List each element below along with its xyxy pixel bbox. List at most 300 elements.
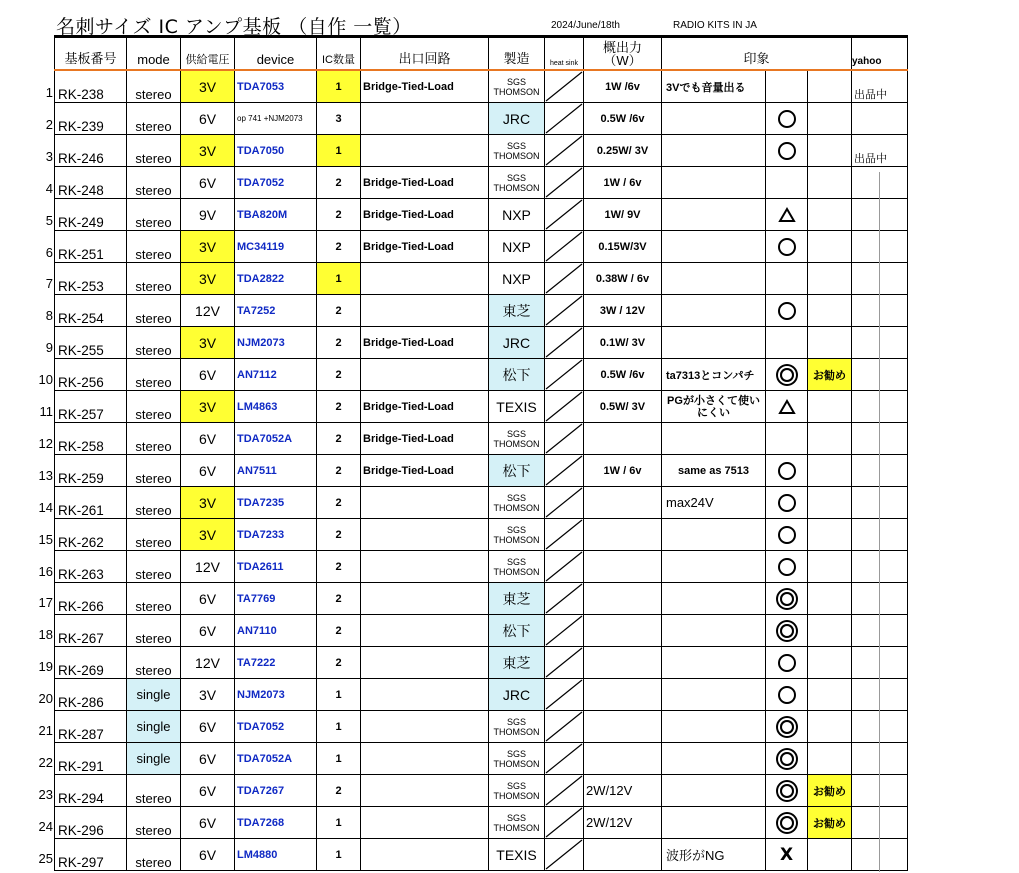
- cell-manufacturer[interactable]: NXP: [489, 263, 545, 295]
- cell-power[interactable]: [584, 711, 662, 743]
- cell-device[interactable]: TA7252: [235, 295, 317, 327]
- cell-ic-count[interactable]: 1: [317, 807, 361, 839]
- cell-device[interactable]: TDA7268: [235, 807, 317, 839]
- cell-ic-count[interactable]: 3: [317, 103, 361, 135]
- cell-impression[interactable]: [662, 679, 766, 711]
- cell-code[interactable]: RK-256: [55, 359, 127, 391]
- cell-voltage[interactable]: 3V: [181, 487, 235, 519]
- cell-ic-count[interactable]: 1: [317, 263, 361, 295]
- cell-impression[interactable]: [662, 263, 766, 295]
- cell-mode[interactable]: stereo: [127, 423, 181, 455]
- cell-power[interactable]: [584, 615, 662, 647]
- cell-impression[interactable]: [662, 199, 766, 231]
- cell-ic-count[interactable]: 2: [317, 295, 361, 327]
- cell-recommend[interactable]: [808, 679, 852, 711]
- cell-device[interactable]: NJM2073: [235, 327, 317, 359]
- cell-output-circuit[interactable]: [361, 743, 489, 775]
- cell-power[interactable]: 1W/ 9V: [584, 199, 662, 231]
- cell-mode[interactable]: single: [127, 711, 181, 743]
- cell-voltage[interactable]: 3V: [181, 327, 235, 359]
- cell-recommend[interactable]: [808, 615, 852, 647]
- cell-power[interactable]: 0.15W/3V: [584, 231, 662, 263]
- cell-ic-count[interactable]: 1: [317, 679, 361, 711]
- cell-status[interactable]: [852, 103, 908, 135]
- cell-rating[interactable]: [766, 487, 808, 519]
- cell-output-circuit[interactable]: Bridge-Tied-Load: [361, 199, 489, 231]
- cell-manufacturer[interactable]: [489, 519, 545, 551]
- cell-impression[interactable]: [662, 423, 766, 455]
- cell-heatsink[interactable]: [545, 327, 584, 359]
- cell-impression[interactable]: PGが小さくて使いにくい: [662, 391, 766, 423]
- cell-rating[interactable]: [766, 295, 808, 327]
- cell-code[interactable]: RK-255: [55, 327, 127, 359]
- cell-power[interactable]: 2W/12V: [584, 775, 662, 807]
- cell-rating[interactable]: [766, 615, 808, 647]
- cell-heatsink[interactable]: [545, 359, 584, 391]
- cell-output-circuit[interactable]: [361, 807, 489, 839]
- cell-rating[interactable]: [766, 70, 808, 103]
- cell-rating[interactable]: [766, 711, 808, 743]
- cell-recommend[interactable]: [808, 167, 852, 199]
- cell-power[interactable]: [584, 679, 662, 711]
- cell-device[interactable]: TBA820M: [235, 199, 317, 231]
- cell-mode[interactable]: single: [127, 743, 181, 775]
- cell-power[interactable]: 0.38W / 6v: [584, 263, 662, 295]
- cell-impression[interactable]: [662, 647, 766, 679]
- header-volt[interactable]: 供給電圧: [181, 38, 235, 71]
- cell-mode[interactable]: stereo: [127, 487, 181, 519]
- cell-voltage[interactable]: 3V: [181, 391, 235, 423]
- cell-device[interactable]: MC34119: [235, 231, 317, 263]
- cell-mode[interactable]: stereo: [127, 70, 181, 103]
- cell-impression[interactable]: [662, 615, 766, 647]
- cell-device[interactable]: NJM2073: [235, 679, 317, 711]
- cell-mode[interactable]: stereo: [127, 519, 181, 551]
- cell-ic-count[interactable]: 2: [317, 775, 361, 807]
- cell-rating[interactable]: [766, 423, 808, 455]
- cell-rating[interactable]: [766, 199, 808, 231]
- cell-output-circuit[interactable]: [361, 551, 489, 583]
- cell-impression[interactable]: [662, 743, 766, 775]
- cell-heatsink[interactable]: [545, 711, 584, 743]
- cell-recommend[interactable]: お勧め: [808, 807, 852, 839]
- cell-code[interactable]: RK-258: [55, 423, 127, 455]
- cell-ic-count[interactable]: 2: [317, 455, 361, 487]
- cell-voltage[interactable]: 6V: [181, 743, 235, 775]
- cell-ic-count[interactable]: 2: [317, 583, 361, 615]
- cell-impression[interactable]: [662, 775, 766, 807]
- cell-device[interactable]: TDA7267: [235, 775, 317, 807]
- cell-recommend[interactable]: [808, 199, 852, 231]
- header-device[interactable]: device: [235, 38, 317, 71]
- cell-mode[interactable]: stereo: [127, 199, 181, 231]
- cell-impression[interactable]: 波形がNG: [662, 839, 766, 871]
- cell-mode[interactable]: single: [127, 679, 181, 711]
- cell-manufacturer[interactable]: [489, 423, 545, 455]
- cell-rating[interactable]: [766, 263, 808, 295]
- cell-voltage[interactable]: 6V: [181, 615, 235, 647]
- cell-heatsink[interactable]: [545, 135, 584, 167]
- cell-power[interactable]: 1W / 6v: [584, 167, 662, 199]
- cell-mode[interactable]: stereo: [127, 135, 181, 167]
- cell-device[interactable]: TA7222: [235, 647, 317, 679]
- cell-device[interactable]: LM4863: [235, 391, 317, 423]
- cell-device[interactable]: TDA2611: [235, 551, 317, 583]
- header-ic[interactable]: IC数量: [317, 38, 361, 71]
- cell-manufacturer[interactable]: [489, 487, 545, 519]
- cell-output-circuit[interactable]: [361, 647, 489, 679]
- cell-code[interactable]: RK-239: [55, 103, 127, 135]
- cell-ic-count[interactable]: 1: [317, 135, 361, 167]
- cell-impression[interactable]: [662, 711, 766, 743]
- cell-impression[interactable]: [662, 135, 766, 167]
- cell-device[interactable]: TDA7052: [235, 711, 317, 743]
- cell-code[interactable]: RK-296: [55, 807, 127, 839]
- cell-manufacturer[interactable]: JRC: [489, 103, 545, 135]
- cell-device[interactable]: LM4880: [235, 839, 317, 871]
- cell-ic-count[interactable]: 2: [317, 391, 361, 423]
- cell-recommend[interactable]: [808, 711, 852, 743]
- cell-rating[interactable]: [766, 807, 808, 839]
- cell-rating[interactable]: [766, 103, 808, 135]
- cell-voltage[interactable]: 12V: [181, 647, 235, 679]
- cell-mode[interactable]: stereo: [127, 103, 181, 135]
- header-mode[interactable]: mode: [127, 38, 181, 71]
- header-mfr[interactable]: 製造: [489, 38, 545, 71]
- cell-recommend[interactable]: [808, 839, 852, 871]
- cell-recommend[interactable]: [808, 519, 852, 551]
- cell-output-circuit[interactable]: Bridge-Tied-Load: [361, 391, 489, 423]
- cell-heatsink[interactable]: [545, 167, 584, 199]
- cell-manufacturer[interactable]: 東芝: [489, 583, 545, 615]
- cell-manufacturer[interactable]: [489, 743, 545, 775]
- cell-mode[interactable]: stereo: [127, 231, 181, 263]
- cell-recommend[interactable]: お勧め: [808, 775, 852, 807]
- cell-voltage[interactable]: 6V: [181, 103, 235, 135]
- cell-rating[interactable]: [766, 551, 808, 583]
- cell-recommend[interactable]: [808, 231, 852, 263]
- cell-impression[interactable]: [662, 231, 766, 263]
- cell-device[interactable]: AN7110: [235, 615, 317, 647]
- cell-voltage[interactable]: 3V: [181, 679, 235, 711]
- cell-voltage[interactable]: 12V: [181, 295, 235, 327]
- cell-mode[interactable]: stereo: [127, 327, 181, 359]
- cell-voltage[interactable]: 3V: [181, 70, 235, 103]
- cell-recommend[interactable]: [808, 103, 852, 135]
- cell-rating[interactable]: [766, 135, 808, 167]
- cell-heatsink[interactable]: [545, 391, 584, 423]
- cell-output-circuit[interactable]: Bridge-Tied-Load: [361, 167, 489, 199]
- cell-rating[interactable]: [766, 359, 808, 391]
- cell-recommend[interactable]: [808, 647, 852, 679]
- cell-recommend[interactable]: [808, 583, 852, 615]
- cell-manufacturer[interactable]: [489, 551, 545, 583]
- cell-code[interactable]: RK-287: [55, 711, 127, 743]
- cell-recommend[interactable]: [808, 135, 852, 167]
- cell-mode[interactable]: stereo: [127, 455, 181, 487]
- cell-recommend[interactable]: [808, 423, 852, 455]
- cell-heatsink[interactable]: [545, 615, 584, 647]
- cell-recommend[interactable]: [808, 70, 852, 103]
- cell-device[interactable]: op 741 +NJM2073: [235, 103, 317, 135]
- cell-code[interactable]: RK-248: [55, 167, 127, 199]
- cell-output-circuit[interactable]: [361, 263, 489, 295]
- cell-mode[interactable]: stereo: [127, 551, 181, 583]
- cell-output-circuit[interactable]: [361, 359, 489, 391]
- cell-mode[interactable]: stereo: [127, 359, 181, 391]
- cell-code[interactable]: RK-294: [55, 775, 127, 807]
- cell-manufacturer[interactable]: NXP: [489, 199, 545, 231]
- cell-voltage[interactable]: 3V: [181, 263, 235, 295]
- cell-mode[interactable]: stereo: [127, 807, 181, 839]
- cell-heatsink[interactable]: [545, 103, 584, 135]
- cell-voltage[interactable]: 3V: [181, 519, 235, 551]
- cell-code[interactable]: RK-259: [55, 455, 127, 487]
- cell-power[interactable]: 1W /6v: [584, 70, 662, 103]
- cell-code[interactable]: RK-291: [55, 743, 127, 775]
- cell-impression[interactable]: 3Vでも音量出る: [662, 70, 766, 103]
- cell-recommend[interactable]: [808, 551, 852, 583]
- cell-heatsink[interactable]: [545, 743, 584, 775]
- cell-manufacturer[interactable]: [489, 135, 545, 167]
- cell-manufacturer[interactable]: 松下: [489, 359, 545, 391]
- cell-impression[interactable]: [662, 103, 766, 135]
- cell-device[interactable]: AN7112: [235, 359, 317, 391]
- cell-mode[interactable]: stereo: [127, 391, 181, 423]
- cell-output-circuit[interactable]: Bridge-Tied-Load: [361, 455, 489, 487]
- cell-code[interactable]: RK-254: [55, 295, 127, 327]
- cell-ic-count[interactable]: 2: [317, 327, 361, 359]
- cell-voltage[interactable]: 3V: [181, 231, 235, 263]
- cell-device[interactable]: TDA7050: [235, 135, 317, 167]
- cell-mode[interactable]: stereo: [127, 775, 181, 807]
- cell-device[interactable]: TDA7235: [235, 487, 317, 519]
- cell-heatsink[interactable]: [545, 231, 584, 263]
- cell-mode[interactable]: stereo: [127, 263, 181, 295]
- cell-device[interactable]: TDA7052A: [235, 423, 317, 455]
- cell-code[interactable]: RK-251: [55, 231, 127, 263]
- cell-code[interactable]: RK-266: [55, 583, 127, 615]
- cell-impression[interactable]: [662, 551, 766, 583]
- header-heatsink[interactable]: heat sink: [545, 38, 584, 71]
- cell-output-circuit[interactable]: [361, 487, 489, 519]
- cell-impression[interactable]: [662, 167, 766, 199]
- cell-manufacturer[interactable]: JRC: [489, 679, 545, 711]
- cell-voltage[interactable]: 9V: [181, 199, 235, 231]
- cell-heatsink[interactable]: [545, 295, 584, 327]
- cell-code[interactable]: RK-263: [55, 551, 127, 583]
- cell-manufacturer[interactable]: [489, 807, 545, 839]
- cell-impression[interactable]: [662, 295, 766, 327]
- cell-heatsink[interactable]: [545, 455, 584, 487]
- cell-output-circuit[interactable]: [361, 839, 489, 871]
- cell-ic-count[interactable]: 1: [317, 70, 361, 103]
- cell-power[interactable]: 0.5W /6v: [584, 359, 662, 391]
- cell-power[interactable]: [584, 647, 662, 679]
- cell-manufacturer[interactable]: [489, 711, 545, 743]
- cell-ic-count[interactable]: 2: [317, 519, 361, 551]
- cell-ic-count[interactable]: 2: [317, 359, 361, 391]
- cell-power[interactable]: 0.1W/ 3V: [584, 327, 662, 359]
- cell-code[interactable]: RK-257: [55, 391, 127, 423]
- cell-power[interactable]: [584, 743, 662, 775]
- cell-power[interactable]: 0.5W/ 3V: [584, 391, 662, 423]
- cell-rating[interactable]: [766, 327, 808, 359]
- cell-voltage[interactable]: 6V: [181, 423, 235, 455]
- cell-status[interactable]: 出品中: [852, 135, 908, 167]
- cell-manufacturer[interactable]: TEXIS: [489, 391, 545, 423]
- cell-power[interactable]: [584, 487, 662, 519]
- cell-device[interactable]: TA7769: [235, 583, 317, 615]
- cell-manufacturer[interactable]: JRC: [489, 327, 545, 359]
- cell-manufacturer[interactable]: 松下: [489, 615, 545, 647]
- cell-impression[interactable]: [662, 807, 766, 839]
- cell-ic-count[interactable]: 2: [317, 231, 361, 263]
- cell-recommend[interactable]: [808, 487, 852, 519]
- cell-code[interactable]: RK-269: [55, 647, 127, 679]
- cell-impression[interactable]: same as 7513: [662, 455, 766, 487]
- cell-manufacturer[interactable]: 東芝: [489, 295, 545, 327]
- cell-heatsink[interactable]: [545, 551, 584, 583]
- cell-device[interactable]: AN7511: [235, 455, 317, 487]
- cell-rating[interactable]: [766, 839, 808, 871]
- cell-heatsink[interactable]: [545, 423, 584, 455]
- cell-code[interactable]: RK-238: [55, 70, 127, 103]
- cell-rating[interactable]: [766, 679, 808, 711]
- cell-mode[interactable]: stereo: [127, 583, 181, 615]
- cell-ic-count[interactable]: 2: [317, 487, 361, 519]
- cell-rating[interactable]: [766, 583, 808, 615]
- cell-power[interactable]: [584, 839, 662, 871]
- cell-power[interactable]: [584, 519, 662, 551]
- cell-power[interactable]: 3W / 12V: [584, 295, 662, 327]
- cell-output-circuit[interactable]: Bridge-Tied-Load: [361, 423, 489, 455]
- cell-output-circuit[interactable]: [361, 103, 489, 135]
- cell-output-circuit[interactable]: [361, 135, 489, 167]
- cell-impression[interactable]: [662, 327, 766, 359]
- cell-recommend[interactable]: [808, 455, 852, 487]
- cell-recommend[interactable]: [808, 263, 852, 295]
- cell-mode[interactable]: stereo: [127, 839, 181, 871]
- cell-rating[interactable]: [766, 231, 808, 263]
- cell-rating[interactable]: [766, 391, 808, 423]
- cell-mode[interactable]: stereo: [127, 615, 181, 647]
- cell-manufacturer[interactable]: [489, 167, 545, 199]
- cell-impression[interactable]: max24V: [662, 487, 766, 519]
- cell-output-circuit[interactable]: [361, 519, 489, 551]
- cell-recommend[interactable]: お勧め: [808, 359, 852, 391]
- cell-voltage[interactable]: 6V: [181, 583, 235, 615]
- cell-code[interactable]: RK-267: [55, 615, 127, 647]
- cell-heatsink[interactable]: [545, 519, 584, 551]
- cell-ic-count[interactable]: 2: [317, 167, 361, 199]
- cell-code[interactable]: RK-246: [55, 135, 127, 167]
- cell-voltage[interactable]: 6V: [181, 359, 235, 391]
- cell-manufacturer[interactable]: [489, 70, 545, 103]
- cell-manufacturer[interactable]: NXP: [489, 231, 545, 263]
- header-out[interactable]: 出口回路: [361, 38, 489, 71]
- cell-rating[interactable]: [766, 647, 808, 679]
- cell-recommend[interactable]: [808, 391, 852, 423]
- cell-voltage[interactable]: 6V: [181, 839, 235, 871]
- cell-voltage[interactable]: 6V: [181, 775, 235, 807]
- cell-rating[interactable]: [766, 455, 808, 487]
- cell-ic-count[interactable]: 2: [317, 615, 361, 647]
- cell-code[interactable]: RK-297: [55, 839, 127, 871]
- cell-output-circuit[interactable]: [361, 775, 489, 807]
- cell-voltage[interactable]: 6V: [181, 455, 235, 487]
- cell-mode[interactable]: stereo: [127, 167, 181, 199]
- cell-heatsink[interactable]: [545, 199, 584, 231]
- cell-rating[interactable]: [766, 519, 808, 551]
- cell-output-circuit[interactable]: [361, 711, 489, 743]
- cell-code[interactable]: RK-262: [55, 519, 127, 551]
- cell-manufacturer[interactable]: 松下: [489, 455, 545, 487]
- cell-manufacturer[interactable]: 東芝: [489, 647, 545, 679]
- cell-device[interactable]: TDA7052A: [235, 743, 317, 775]
- cell-ic-count[interactable]: 1: [317, 839, 361, 871]
- cell-impression[interactable]: ta7313とコンパチ: [662, 359, 766, 391]
- cell-heatsink[interactable]: [545, 583, 584, 615]
- cell-heatsink[interactable]: [545, 839, 584, 871]
- cell-voltage[interactable]: 6V: [181, 711, 235, 743]
- cell-power[interactable]: [584, 551, 662, 583]
- cell-mode[interactable]: stereo: [127, 295, 181, 327]
- cell-rating[interactable]: [766, 775, 808, 807]
- cell-recommend[interactable]: [808, 295, 852, 327]
- cell-mode[interactable]: stereo: [127, 647, 181, 679]
- cell-heatsink[interactable]: [545, 807, 584, 839]
- cell-heatsink[interactable]: [545, 487, 584, 519]
- cell-status[interactable]: 出品中: [852, 70, 908, 103]
- cell-voltage[interactable]: 12V: [181, 551, 235, 583]
- cell-code[interactable]: RK-261: [55, 487, 127, 519]
- cell-power[interactable]: [584, 423, 662, 455]
- cell-device[interactable]: TDA2822: [235, 263, 317, 295]
- cell-manufacturer[interactable]: TEXIS: [489, 839, 545, 871]
- cell-power[interactable]: [584, 583, 662, 615]
- cell-output-circuit[interactable]: [361, 295, 489, 327]
- cell-voltage[interactable]: 6V: [181, 167, 235, 199]
- cell-heatsink[interactable]: [545, 679, 584, 711]
- cell-device[interactable]: TDA7053: [235, 70, 317, 103]
- cell-heatsink[interactable]: [545, 70, 584, 103]
- cell-rating[interactable]: [766, 167, 808, 199]
- cell-ic-count[interactable]: 2: [317, 647, 361, 679]
- cell-recommend[interactable]: [808, 327, 852, 359]
- cell-output-circuit[interactable]: [361, 679, 489, 711]
- cell-power[interactable]: 0.5W /6v: [584, 103, 662, 135]
- cell-device[interactable]: TDA7233: [235, 519, 317, 551]
- cell-recommend[interactable]: [808, 743, 852, 775]
- cell-power[interactable]: 2W/12V: [584, 807, 662, 839]
- cell-heatsink[interactable]: [545, 263, 584, 295]
- cell-output-circuit[interactable]: [361, 615, 489, 647]
- cell-output-circuit[interactable]: Bridge-Tied-Load: [361, 231, 489, 263]
- cell-voltage[interactable]: 3V: [181, 135, 235, 167]
- cell-code[interactable]: RK-253: [55, 263, 127, 295]
- cell-impression[interactable]: [662, 519, 766, 551]
- cell-power[interactable]: 0.25W/ 3V: [584, 135, 662, 167]
- header-power[interactable]: [584, 38, 662, 71]
- cell-ic-count[interactable]: 1: [317, 743, 361, 775]
- cell-power[interactable]: 1W / 6v: [584, 455, 662, 487]
- cell-impression[interactable]: [662, 583, 766, 615]
- cell-ic-count[interactable]: 2: [317, 551, 361, 583]
- cell-rating[interactable]: [766, 743, 808, 775]
- header-code[interactable]: 基板番号: [55, 38, 127, 71]
- cell-output-circuit[interactable]: Bridge-Tied-Load: [361, 70, 489, 103]
